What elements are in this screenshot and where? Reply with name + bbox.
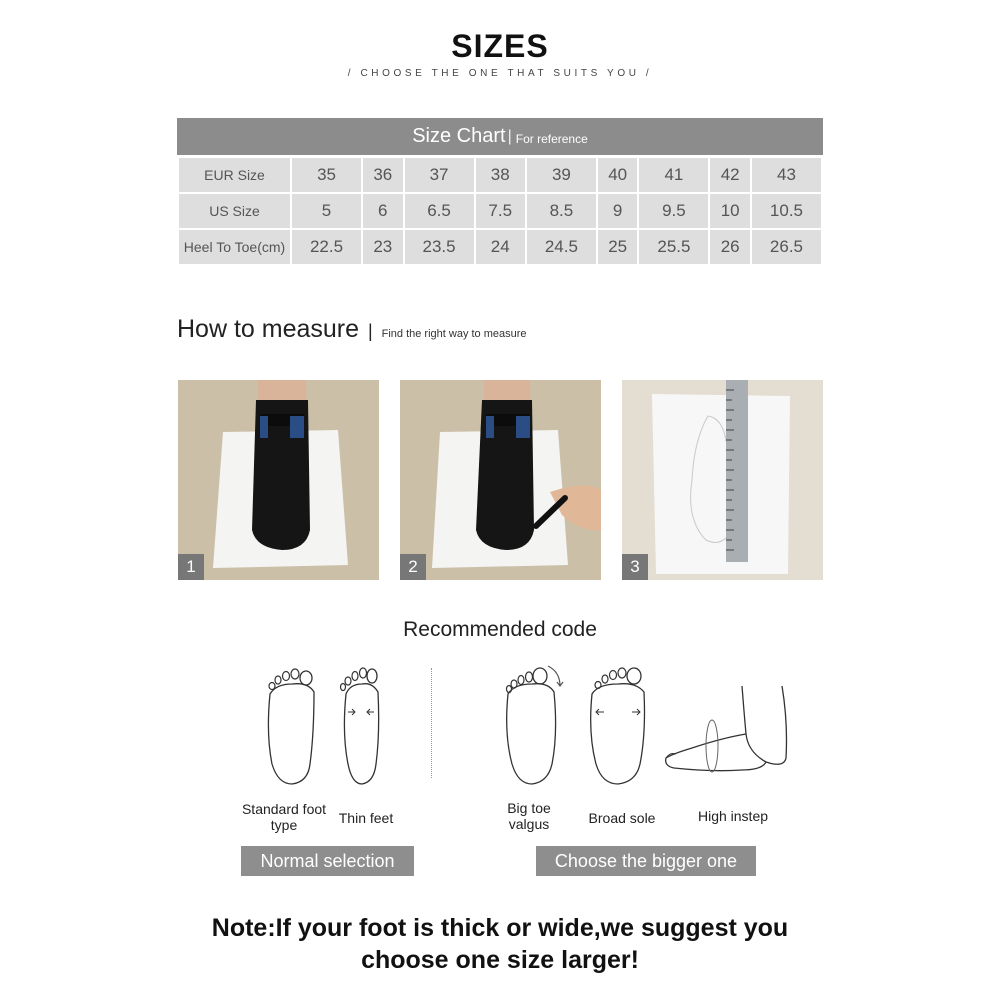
size-chart xyxy=(177,118,823,272)
note-line-2: choose one size larger! xyxy=(361,946,639,974)
size-cell: 24.5 xyxy=(527,230,596,264)
high-instep-icon xyxy=(662,682,792,778)
measure-separator: | xyxy=(367,321,373,341)
size-cell: 37 xyxy=(405,158,474,192)
step-badge-3: 3 xyxy=(622,554,648,580)
ruler-measure-illustration xyxy=(622,380,823,580)
size-cell: 10.5 xyxy=(752,194,821,228)
divider xyxy=(431,668,432,778)
size-table-row xyxy=(179,158,821,192)
standard-foot-icon xyxy=(262,664,322,786)
size-cell: 41 xyxy=(639,158,708,192)
size-cell: 42 xyxy=(710,158,749,192)
size-cell: 40 xyxy=(598,158,637,192)
size-cell: 36 xyxy=(363,158,402,192)
size-cell: 7.5 xyxy=(476,194,525,228)
size-cell: 9 xyxy=(598,194,637,228)
measure-heading xyxy=(177,315,527,344)
high-instep-label: High instep xyxy=(697,808,769,824)
standard-foot-label: Standard foot type xyxy=(241,801,327,833)
measure-title: How to measure xyxy=(177,315,360,343)
size-cell: 23.5 xyxy=(405,230,474,264)
size-row-label: EUR Size xyxy=(179,158,290,192)
size-cell: 26 xyxy=(710,230,749,264)
size-table-row xyxy=(179,230,821,264)
measure-step-1-photo xyxy=(178,380,379,580)
size-cell: 39 xyxy=(527,158,596,192)
step-badge-2: 2 xyxy=(400,554,426,580)
bigtoe-valgus-icon xyxy=(502,660,566,786)
choose-bigger-button: Choose the bigger one xyxy=(536,846,756,876)
bigtoe-valgus-label: Big toe valgus xyxy=(507,800,551,832)
size-cell: 5 xyxy=(292,194,361,228)
size-row-label: Heel To Toe(cm) xyxy=(179,230,290,264)
measure-step-2-photo xyxy=(400,380,601,580)
size-cell: 24 xyxy=(476,230,525,264)
thin-foot-icon xyxy=(338,664,384,786)
size-table-row xyxy=(179,194,821,228)
note-line-1: Note:If your foot is thick or wide,we suggest you xyxy=(211,914,789,942)
size-chart-title: Size Chart xyxy=(412,125,506,147)
page-title: SIZES xyxy=(451,28,549,64)
recommended-title: Recommended code xyxy=(403,618,597,641)
note xyxy=(0,912,1000,976)
foot-on-paper-illustration xyxy=(178,380,379,580)
size-table xyxy=(177,156,823,266)
size-cell: 35 xyxy=(292,158,361,192)
measure-step-3-photo xyxy=(622,380,823,580)
size-cell: 9.5 xyxy=(639,194,708,228)
broad-sole-label: Broad sole xyxy=(588,810,656,826)
measure-subtitle: Find the right way to measure xyxy=(381,328,527,340)
size-row-label: US Size xyxy=(179,194,290,228)
size-cell: 6.5 xyxy=(405,194,474,228)
broad-sole-icon xyxy=(588,662,650,786)
normal-selection-button: Normal selection xyxy=(241,846,414,876)
size-cell: 10 xyxy=(710,194,749,228)
size-cell: 23 xyxy=(363,230,402,264)
size-cell: 8.5 xyxy=(527,194,596,228)
size-chart-subtitle: For reference xyxy=(515,131,588,146)
size-cell: 22.5 xyxy=(292,230,361,264)
size-chart-separator: | xyxy=(507,127,512,145)
step-badge-1: 1 xyxy=(178,554,204,580)
page-subtitle: / CHOOSE THE ONE THAT SUITS YOU / xyxy=(347,68,653,79)
size-cell: 6 xyxy=(363,194,402,228)
size-cell: 25 xyxy=(598,230,637,264)
size-chart-header xyxy=(177,118,823,155)
thin-feet-label: Thin feet xyxy=(338,810,394,826)
size-cell: 43 xyxy=(752,158,821,192)
size-cell: 26.5 xyxy=(752,230,821,264)
trace-foot-illustration xyxy=(400,380,601,580)
size-cell: 38 xyxy=(476,158,525,192)
size-cell: 25.5 xyxy=(639,230,708,264)
